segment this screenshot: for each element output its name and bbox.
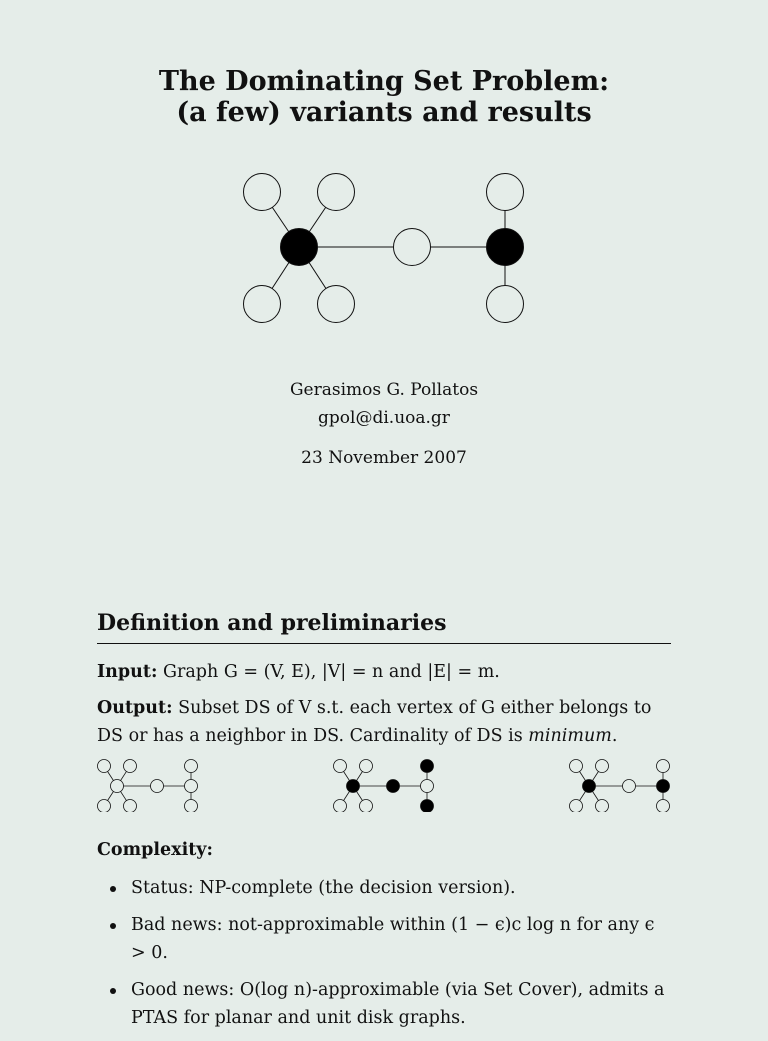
- heading-rule: [97, 643, 671, 644]
- graph-node: [487, 174, 524, 211]
- list-item: [110, 874, 670, 902]
- list-item: [110, 911, 670, 967]
- output-text: Subset DS of V s.t. each vertex of G either belongs to DS or has a neighbor in DS. Cardinality of DS is: [97, 698, 652, 746]
- graph-node: [318, 174, 355, 211]
- bullet-text: Bad news: not-approximable within (1 − ϵ)c log n for any ϵ > 0.: [131, 915, 655, 963]
- author-email: gpol@di.uoa.gr: [318, 408, 450, 428]
- bullet-text: Good news: O(log n)-approximable (via Set Cover), admits a PTAS for planar and unit disk graphs.: [131, 980, 665, 1028]
- dominating-set-graph-illustration: [232, 162, 542, 332]
- output-text-end: .: [611, 726, 618, 746]
- bullet-icon: [110, 886, 116, 892]
- bullet-icon: [110, 923, 116, 929]
- title-slide: [0, 0, 768, 512]
- example-graph-minimum: [567, 756, 673, 812]
- graph-node: [244, 174, 281, 211]
- dominating-node: [487, 229, 524, 266]
- graph-node: [244, 286, 281, 323]
- complexity-list: [110, 874, 670, 1041]
- presentation-title: [0, 66, 768, 128]
- output-label: Output:: [97, 698, 173, 718]
- example-graph-non-minimum: [331, 756, 437, 812]
- input-text: Graph G = (V, E), |V| = n and |E| = m.: [163, 662, 500, 682]
- input-label: Input:: [97, 662, 158, 682]
- author-block: [0, 376, 768, 472]
- output-text-emphasis: minimum: [528, 726, 612, 746]
- definition-slide: [0, 512, 768, 1028]
- title-line-1: The Dominating Set Problem:: [158, 66, 610, 97]
- presentation-date: 23 November 2007: [301, 448, 467, 468]
- bullet-text: Status: NP-complete (the decision version).: [131, 878, 516, 898]
- dominating-node: [281, 229, 318, 266]
- author-name: Gerasimos G. Pollatos: [289, 380, 479, 400]
- section-heading: Definition and preliminaries: [97, 610, 447, 636]
- graph-node: [318, 286, 355, 323]
- output-definition: [97, 694, 671, 750]
- complexity-heading: Complexity:: [97, 840, 213, 860]
- bullet-icon: [110, 988, 116, 994]
- graph-node: [394, 229, 431, 266]
- title-line-2: (a few) variants and results: [176, 97, 592, 128]
- example-graph-empty: [95, 756, 201, 812]
- input-definition: [97, 658, 671, 686]
- graph-node: [487, 286, 524, 323]
